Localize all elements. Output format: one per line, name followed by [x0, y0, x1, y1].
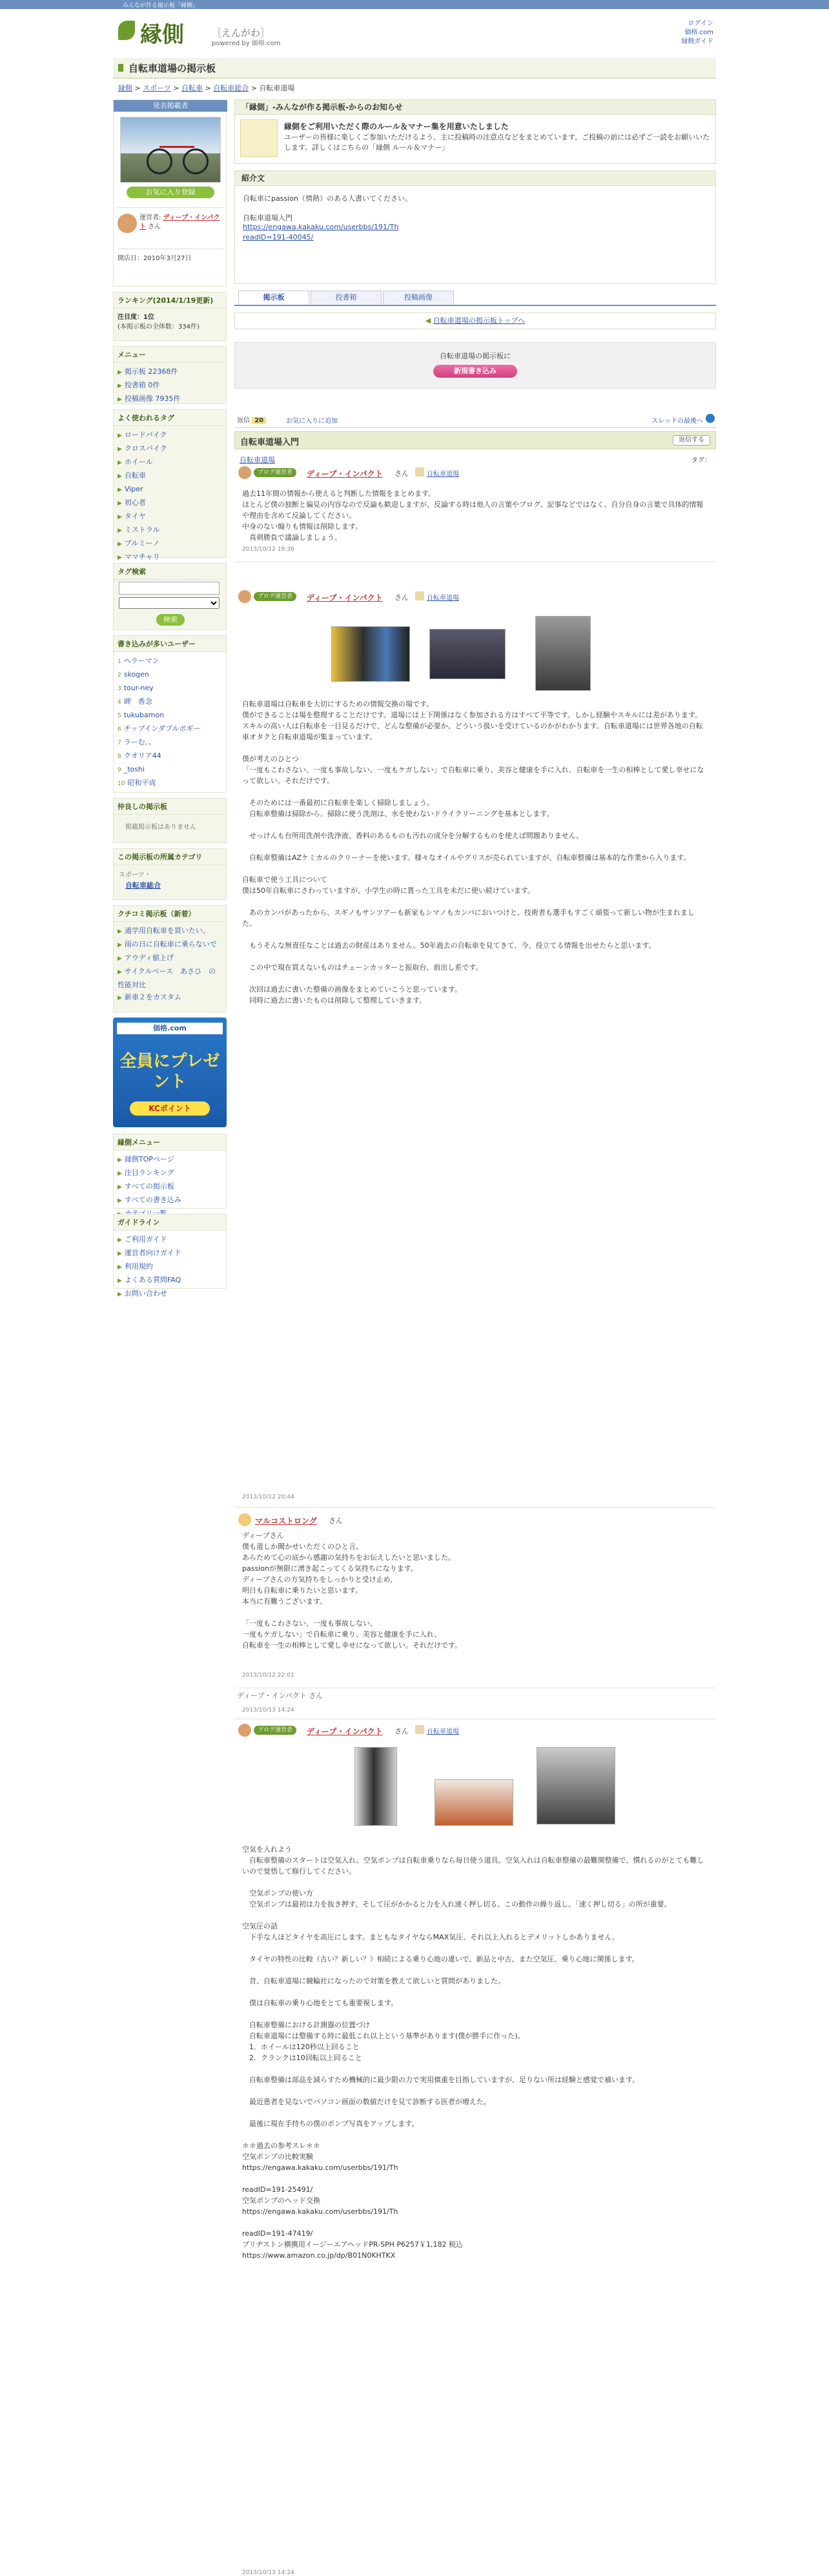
intro-line2: 自転車道場入門 [243, 214, 292, 222]
member-box [113, 99, 227, 287]
guide-title: ガイドライン [114, 1214, 226, 1231]
rank-number: 1 [118, 659, 121, 665]
writer-item[interactable] [118, 777, 222, 790]
header-link-login[interactable]: ログイン [688, 20, 713, 27]
owner-name-link[interactable]: ディープ・インパクト [139, 214, 220, 230]
top-bar [0, 0, 829, 9]
arrow-down-icon[interactable] [706, 414, 715, 423]
rank-number: 4 [118, 699, 121, 706]
notice-title: 「縁側」-みんなが作る掲示板-からのお知らせ [235, 100, 715, 115]
post-user-suffix: さん [394, 593, 409, 602]
tag-item[interactable]: ▶ タイヤ [118, 512, 146, 520]
notice-headline: 縁側をご利用いただく際のルール＆マナー集を用意いたしました [284, 122, 509, 131]
breadcrumb-bicycle-general[interactable]: 自転車総合 [213, 84, 249, 92]
engawa-menu-item[interactable] [118, 1153, 222, 1167]
engawa-menu-title: 縁側メニュー [114, 1134, 226, 1150]
writer-item-label: ヘラーマン [123, 657, 159, 665]
header-links [681, 19, 713, 46]
intro-title: 紹介文 [235, 171, 715, 186]
featured-title: 仲良しの掲示板 [114, 799, 226, 815]
writer-item[interactable] [118, 682, 222, 695]
tag-search-select[interactable] [119, 597, 220, 609]
post-image-pump[interactable] [354, 1747, 397, 1826]
tag-search-input[interactable] [119, 582, 220, 595]
add-favorite-link[interactable]: お気に入りに追加 [286, 418, 338, 425]
kuchikomi-item[interactable] [118, 991, 222, 1005]
new-post-box [234, 342, 716, 389]
notice-panel [234, 99, 716, 164]
rank-number: 2 [118, 672, 121, 679]
board-tabs [234, 291, 716, 306]
thread-title-bar [234, 431, 716, 449]
post-user[interactable]: マルコストロング [255, 1517, 317, 1526]
guide-item[interactable] [118, 1233, 222, 1247]
profile-bike-image [120, 117, 221, 183]
kuchikomi-item[interactable] [118, 925, 222, 938]
breadcrumb: 縁側 > スポーツ > 自転車 > 自転車総合 > 自転車道場 [118, 84, 295, 92]
writer-item[interactable] [118, 722, 222, 736]
intro-link[interactable]: https://engawa.kakaku.com/userbbs/191/Th [243, 223, 399, 231]
breadcrumb-bicycle[interactable]: 自転車 [181, 84, 203, 92]
inline-reply-user: ディープ・インパクト さん [237, 1692, 323, 1700]
back-link-bar [234, 312, 716, 329]
bullet-icon: ▶ [118, 1264, 122, 1271]
avatar [118, 214, 137, 233]
promo-sub: KCポイント [130, 1101, 210, 1116]
rank-number: 8 [118, 753, 121, 760]
tag-item[interactable]: ▶ ミストラル [118, 526, 160, 534]
tags-title: よく使われるタグ [114, 410, 226, 426]
post-image-stand[interactable] [535, 616, 591, 691]
post-text: 過去11年間の情報から使えると判断した情報をまとめます。 ほとんど僕の独断と偏見の内容なので反論も歓迎しますが、反論する時は他人の言葉やブログ、記事などではなく、自分自身の言葉で具体的情報や理由を含めて反論してください。 中身のない煽りも情報は削除します。 真剣勝負で議論しましょう。 [242, 489, 704, 542]
tag-item[interactable]: ▶ Viper [118, 485, 143, 493]
tab-suggestion[interactable]: 投書箱 [311, 291, 382, 304]
reply-button[interactable]: 返信する [673, 435, 710, 445]
tag-item[interactable]: ▶ クロスバイク [118, 444, 167, 453]
bullet-icon: ▶ [118, 928, 122, 935]
favorite-register-button[interactable]: お気に入り登録 [127, 187, 214, 198]
owner-suffix: さん [148, 223, 161, 230]
intro-panel [234, 170, 716, 284]
menu-item-images[interactable]: ▶ 投稿画像 7935件 [118, 394, 181, 403]
guide-item-label: お問い合わせ [124, 1289, 167, 1298]
menu-title: メニュー [114, 347, 226, 363]
ranking-total: (本掲示板の全体数：334件) [118, 323, 200, 331]
post-user-suffix: さん [394, 1727, 409, 1735]
site-logo[interactable] [118, 14, 312, 53]
engawa-menu-box [113, 1134, 227, 1209]
ranking-title: ランキング(2014/1/19更新) [114, 292, 226, 309]
tag-item[interactable]: ▶ ブルミーノ [118, 539, 160, 547]
owner-label: 運営者: [139, 214, 161, 221]
post-image-valve[interactable] [435, 1779, 513, 1826]
page-title: 自転車道場の掲示板 [128, 63, 216, 74]
writer-item[interactable] [118, 736, 222, 750]
bullet-icon: ▶ [118, 1278, 122, 1284]
engawa-menu-item-label: 縁側TOPページ [124, 1155, 174, 1163]
writer-item-label: tour-ney [123, 684, 154, 692]
tag-search-title: タグ検索 [114, 564, 226, 580]
logo-powered: powered by 価格.com [212, 40, 281, 47]
blogger-badge: ブログ運営者 [254, 1726, 296, 1735]
blogger-badge: ブログ運営者 [254, 592, 296, 601]
post-board-link[interactable]: 自転車道場 [427, 595, 459, 602]
page [113, 9, 716, 2576]
guide-item-label: 運営者向けガイド [124, 1249, 181, 1257]
reply-count: 20 [252, 417, 266, 424]
writer-item-label: クオリア44 [123, 751, 161, 760]
guide-item[interactable] [118, 1260, 222, 1274]
bullet-icon: ▶ [118, 1170, 122, 1177]
kuchikomi-title: クチコミ掲示板（新着） [114, 906, 226, 922]
thread-category-link[interactable]: 自転車道場 [240, 456, 275, 464]
kuchikomi-box [113, 905, 227, 1012]
engawa-menu-item-label: すべての掲示板 [124, 1182, 174, 1191]
menu-box [113, 346, 227, 404]
writer-item-label: skogen [123, 670, 149, 679]
post-image-gauge[interactable] [537, 1747, 615, 1825]
post-text: 空気を入れよう 自転車整備のスタートは空気入れ。空気ポンプは自転車乗りなら毎日使う道具。空気入れは自転車整備の最難関整備で、慣れるのがとても難しいので覚悟して修行してください。 空気ポンプの使い方 空気ポンプは最初は力を抜き押す、そして圧がかかると力を入れ速く押し切る。この動作の繰り返し。「速く押し切る」の所が重要。 空気圧の話 下手な人ほどタイヤを高圧にします。まともなタイヤならMAX気圧、それ以上入れるとデメリットしかありません。 タイヤの特性の比較（古い？新しい？）相続による乗り心地の違いで、新品と中古、また空気圧、乗り心地に関係します。 昔、自転車道場に競輪社になったので対策を教えて欲しいと質問がありました。 僕は自転車の乗り心地をとても重要視します。 自転車整備における計測器の位置づけ 自転車道場には整備する時に最低これ以上という基準があります(僕が勝手に作った)。 1．ホイールは120秒以上回ること 2．クランクは10回転以上回ること 自転車整備は部品を減らすため機械的に最少限の力で実用慎重を目指していますが、足りない所は経験と感覚で補います。 最近患者を見ないでパソコン画面の数値だけを見て診断する医者が増えた。 最後に現在手持ちの僕のポンプ写真をアップします。 ＊＊過去の参考スレ＊＊ 空気ポンプの比較実験 https://engawa.kakaku.com/userbbs/191/Th readID=191-25491/ 空気ポンプのヘッド交換 https://engawa.kakaku.com/userbbs/191/Th readID=191-47419/ ブリヂストン横携用イージーエアヘッドPR-SPH P6257￥1,182 税込 https://www.amazon.co.jp/dp/B01N0KHTKX [242, 1845, 704, 2260]
post-user[interactable]: ディープ・インパクト [307, 1727, 383, 1736]
new-post-button[interactable]: 新規書き込み [433, 365, 517, 378]
rank-number: 6 [118, 726, 121, 733]
menu-item-board[interactable]: ▶ 掲示板 22368件 [118, 367, 178, 376]
bullet-icon: ▶ [118, 969, 122, 976]
intro-link-cont[interactable]: readID=191-40045/ [243, 233, 314, 241]
bullet-icon: ▶ [118, 1198, 122, 1204]
intro-line1: 自転車にpassion（情熱）のある人書いてください。 [243, 194, 412, 203]
member-header: 発表掲載者 [114, 100, 227, 112]
writer-item[interactable] [118, 695, 222, 709]
avatar [238, 466, 251, 479]
writer-item-label: ラーむ。。 [123, 738, 156, 746]
kuchikomi-item-label: 通学用自転車を買いたい。 [124, 926, 210, 935]
rank-number: 7 [118, 740, 121, 746]
avatar [238, 590, 251, 603]
notice-icon [240, 119, 278, 157]
thread-toolbar [234, 413, 716, 428]
featured-text: 掲載掲示板はありません [125, 824, 196, 831]
post-text: 自転車道場は自転車を大切にするための情報交換の場です。 僕ができることは場を整理することだけです。道場には上下関係はなく参加される方はすべて平等です。しかし経験やスキルには差があります。スキルの高い人は自転車を一目見るだけで、どんな整備が必要か、どういう扱いを受けているのかがわかります。自転車道場には世界各地の自転車オタクと自転車道場が集まっています。 僕が考えのひとつ 「一度もこわさない、一度も事故しない、一度もケガしない」で自転車に乗り、美容と健康を手に入れ、自転車を一生の相棒として愛し幸せになって欲しい。それだけです。 そのためには一番最初に自転車を楽しく掃除しましょう。 自転車整備は掃除から。掃除に使う洗剤は、水を使わないドライクリーニングを基本とします。 せっけんも台所用洗剤や洗浄液、香料のあるものも汚れの成分を分解するものを使えば問題ありません。 自転車整備はAZケミカルのクリーナーを使います。様々なオイルやグリスが売られていますが、自転車整備は基本的な作業から入ります。 自転車で使う工具について 僕は50年自転車にさわっていますが、小学生の時に貰った工具を未だに使い続けています。 あのカンパがあったから、スギノもサンツアーも新家もシマノもカンパにおいつけと、技術者も選手もすごく頑張って新しい物が生まれました。 もうそんな無責任なことは過去の財産はありません。50年過去の自転車を見てきて、今、役立てる情報を出せたらと思います。 この中で現在買えないものはチェーンカッターと振取台、前出し系です。 次回は過去に書いた整備の画像をまとめていこうと思っています。 同時に過去に書いたものは削除して整理していきます。 [242, 700, 704, 1005]
board-icon [415, 467, 424, 476]
engawa-menu-item[interactable] [118, 1180, 222, 1194]
inline-reply-time: 2013/10/13 14:24 [242, 1707, 294, 1713]
guide-item[interactable] [118, 1274, 222, 1287]
top-writers-title: 書き込みが多いユーザー [114, 636, 226, 652]
writer-item[interactable] [118, 709, 222, 722]
tab-images[interactable]: 投稿画像 [383, 291, 454, 304]
breadcrumb-sports[interactable]: スポーツ [143, 84, 171, 92]
new-post-label: 自転車道場の掲示板に [440, 352, 511, 360]
post-image-toolkit[interactable] [429, 629, 506, 679]
featured-box [113, 798, 227, 843]
category-box [113, 848, 227, 900]
back-arrow-icon: ◀ [425, 316, 431, 325]
bullet-icon: ▶ [118, 1184, 122, 1191]
guide-item[interactable] [118, 1287, 222, 1301]
ranking-box [113, 292, 227, 341]
divider [118, 207, 223, 208]
rank-number: 10 [118, 781, 125, 787]
guide-item-label: ご利用ガイド [124, 1235, 167, 1243]
established-date: 開店日：2010年3月27日 [118, 255, 192, 262]
menu-item-suggestion[interactable]: ▶ 投書箱 0件 [118, 381, 160, 389]
breadcrumb-engawa[interactable]: 縁側 [118, 84, 132, 92]
tag-item[interactable]: ▶ 初心者 [118, 498, 146, 507]
board-icon [415, 591, 424, 600]
writer-item-label: 昭和平成 [127, 779, 156, 787]
engawa-menu-item-label: すべての書き込み [124, 1196, 181, 1204]
post-board-link[interactable]: 自転車道場 [427, 471, 459, 478]
tag-item[interactable]: ▶ ロードバイク [118, 431, 167, 439]
writer-item[interactable] [118, 750, 222, 763]
post-time: 2013/10/13 14:24 [242, 2570, 294, 2576]
promo-headline: 全員にプレゼント [119, 1052, 220, 1092]
kuchikomi-item-label: サイクルベース あさひ の性能対比 [118, 967, 216, 989]
blogger-badge: ブログ運営者 [254, 468, 296, 477]
guide-item-label: 利用規約 [124, 1262, 153, 1271]
tag-search-button[interactable]: 検索 [156, 614, 185, 626]
reply-count-label: 返信 20 [237, 414, 266, 424]
bullet-icon: ▶ [118, 1157, 122, 1163]
tab-board[interactable]: 掲示板 [238, 291, 309, 304]
category-link[interactable]: 自転車総合 [125, 881, 161, 890]
kuchikomi-item[interactable] [118, 952, 222, 965]
tags-box [113, 409, 227, 561]
thread-tag-label: タグ： [691, 457, 711, 464]
header-link-kakaku[interactable]: 価格.com [684, 29, 713, 36]
page-title-bar [113, 58, 716, 79]
post-user[interactable]: ディープ・インパクト [307, 593, 383, 602]
post-divider [234, 1507, 716, 1508]
bullet-icon: ▶ [118, 1291, 122, 1298]
post-user-suffix: さん [394, 469, 409, 478]
writer-item[interactable] [118, 668, 222, 682]
tag-item[interactable]: ▶ 自転車 [118, 471, 146, 480]
bullet-icon: ▶ [118, 995, 122, 1001]
promo-logo-icon: 価格.com [117, 1023, 223, 1034]
post-time: 2013/10/12 19:36 [242, 546, 294, 553]
avatar [238, 1513, 251, 1526]
guide-item[interactable] [118, 1247, 222, 1260]
tag-search-box [113, 563, 227, 630]
avatar [238, 1724, 251, 1737]
engawa-menu-item-label: 注目ランキング [124, 1169, 174, 1177]
frame-icon [159, 146, 194, 148]
logo-title: 縁側 [140, 22, 184, 48]
notice-body: ユーザーの皆様に楽しくご参加いただけるよう、主に投稿時の注意点などをまとめています。ご投稿の前には必ずご一読をお願いいたします。詳しくはこちらの「縁側 ルール＆マナー」 [284, 133, 710, 152]
leaf-logo-icon [118, 21, 135, 40]
bullet-icon: ▶ [118, 956, 122, 962]
wheel-icon [183, 148, 209, 174]
rank-number: 3 [118, 686, 121, 692]
kuchikomi-item-label: 雨の日に自転車に乗らないで [124, 940, 217, 948]
post-image-tools[interactable] [331, 626, 410, 682]
writer-item-label: チップインダブルボギー [123, 724, 201, 733]
writer-item[interactable] [118, 763, 222, 777]
tag-item[interactable]: ▶ ホイール [118, 458, 153, 466]
top-writers-box [113, 635, 227, 793]
bullet-icon: ▶ [118, 942, 122, 948]
writer-item-label: 碑 香念 [123, 697, 152, 706]
board-icon [415, 1725, 424, 1734]
thread-title: 自転車道場入門 [240, 438, 300, 447]
post-text: ディープさん 僕も道しか聞かせいただくのひと言。 あらためて心の底から感謝の気持ちをお伝えしたいと思いました。 passionが無限に湧き起こってくる気持ちになります。 ディープさんの方気持ちをしっかりと受け止め、 明日も自転車に乗りたいと思います。 本当に有難うございます。 「一度もこわさない、一度も事故しない、 一度もケガしない」で自転車に乗り、美容と健康を手に入れ、 自転車を一生の相棒として愛し幸せになって欲しい。それだけです。 [242, 1531, 462, 1650]
rank-number: 9 [118, 767, 121, 773]
engawa-menu-item[interactable] [118, 1167, 222, 1180]
writer-item-label: tukubamon [123, 711, 165, 719]
category-path: スポーツ・ [119, 872, 151, 879]
kuchikomi-item[interactable] [118, 938, 222, 952]
title-mark-icon [118, 64, 123, 72]
guide-item-label: よくある質問FAQ [124, 1276, 181, 1284]
bullet-icon: ▶ [118, 1237, 122, 1243]
engawa-menu-item[interactable] [118, 1194, 222, 1207]
rank-number: 5 [118, 713, 121, 719]
wheel-icon [147, 148, 172, 174]
post-board-link[interactable]: 自転車道場 [427, 1728, 459, 1735]
kuchikomi-item-label: アウディ値上げ [124, 954, 174, 962]
writer-item-label: _toshi [123, 765, 145, 773]
guide-box [113, 1214, 227, 1298]
ranking-rank: 注目度：1位 [118, 314, 154, 321]
post-user-suffix: さん [329, 1517, 343, 1525]
logo-kana: ［えんがわ］ [212, 27, 271, 39]
tag-item[interactable]: ▶ ママチャリ [118, 553, 160, 561]
back-to-board-link[interactable]: 自転車道場の掲示板トップへ [433, 316, 526, 325]
top-bar-text: みんなが作る掲示板「縁側」 [123, 3, 199, 9]
post-time: 2013/10/12 22:01 [242, 1672, 294, 1679]
promo-banner[interactable] [113, 1017, 227, 1127]
post-user[interactable]: ディープ・インパクト [307, 469, 383, 478]
kuchikomi-item[interactable] [118, 965, 222, 991]
bullet-icon: ▶ [118, 1251, 122, 1257]
category-title: この掲示板の所属カテゴリ [114, 849, 226, 865]
thread-end-link[interactable]: スレッドの最後へ [651, 418, 703, 425]
writer-item[interactable] [118, 655, 222, 668]
post-time: 2013/10/12 20:44 [242, 1494, 294, 1500]
kuchikomi-item-label: 新車２をカスタム [124, 993, 181, 1001]
breadcrumb-current: 自転車道場 [259, 84, 295, 92]
header-link-guide[interactable]: 縁側ガイド [681, 38, 713, 45]
